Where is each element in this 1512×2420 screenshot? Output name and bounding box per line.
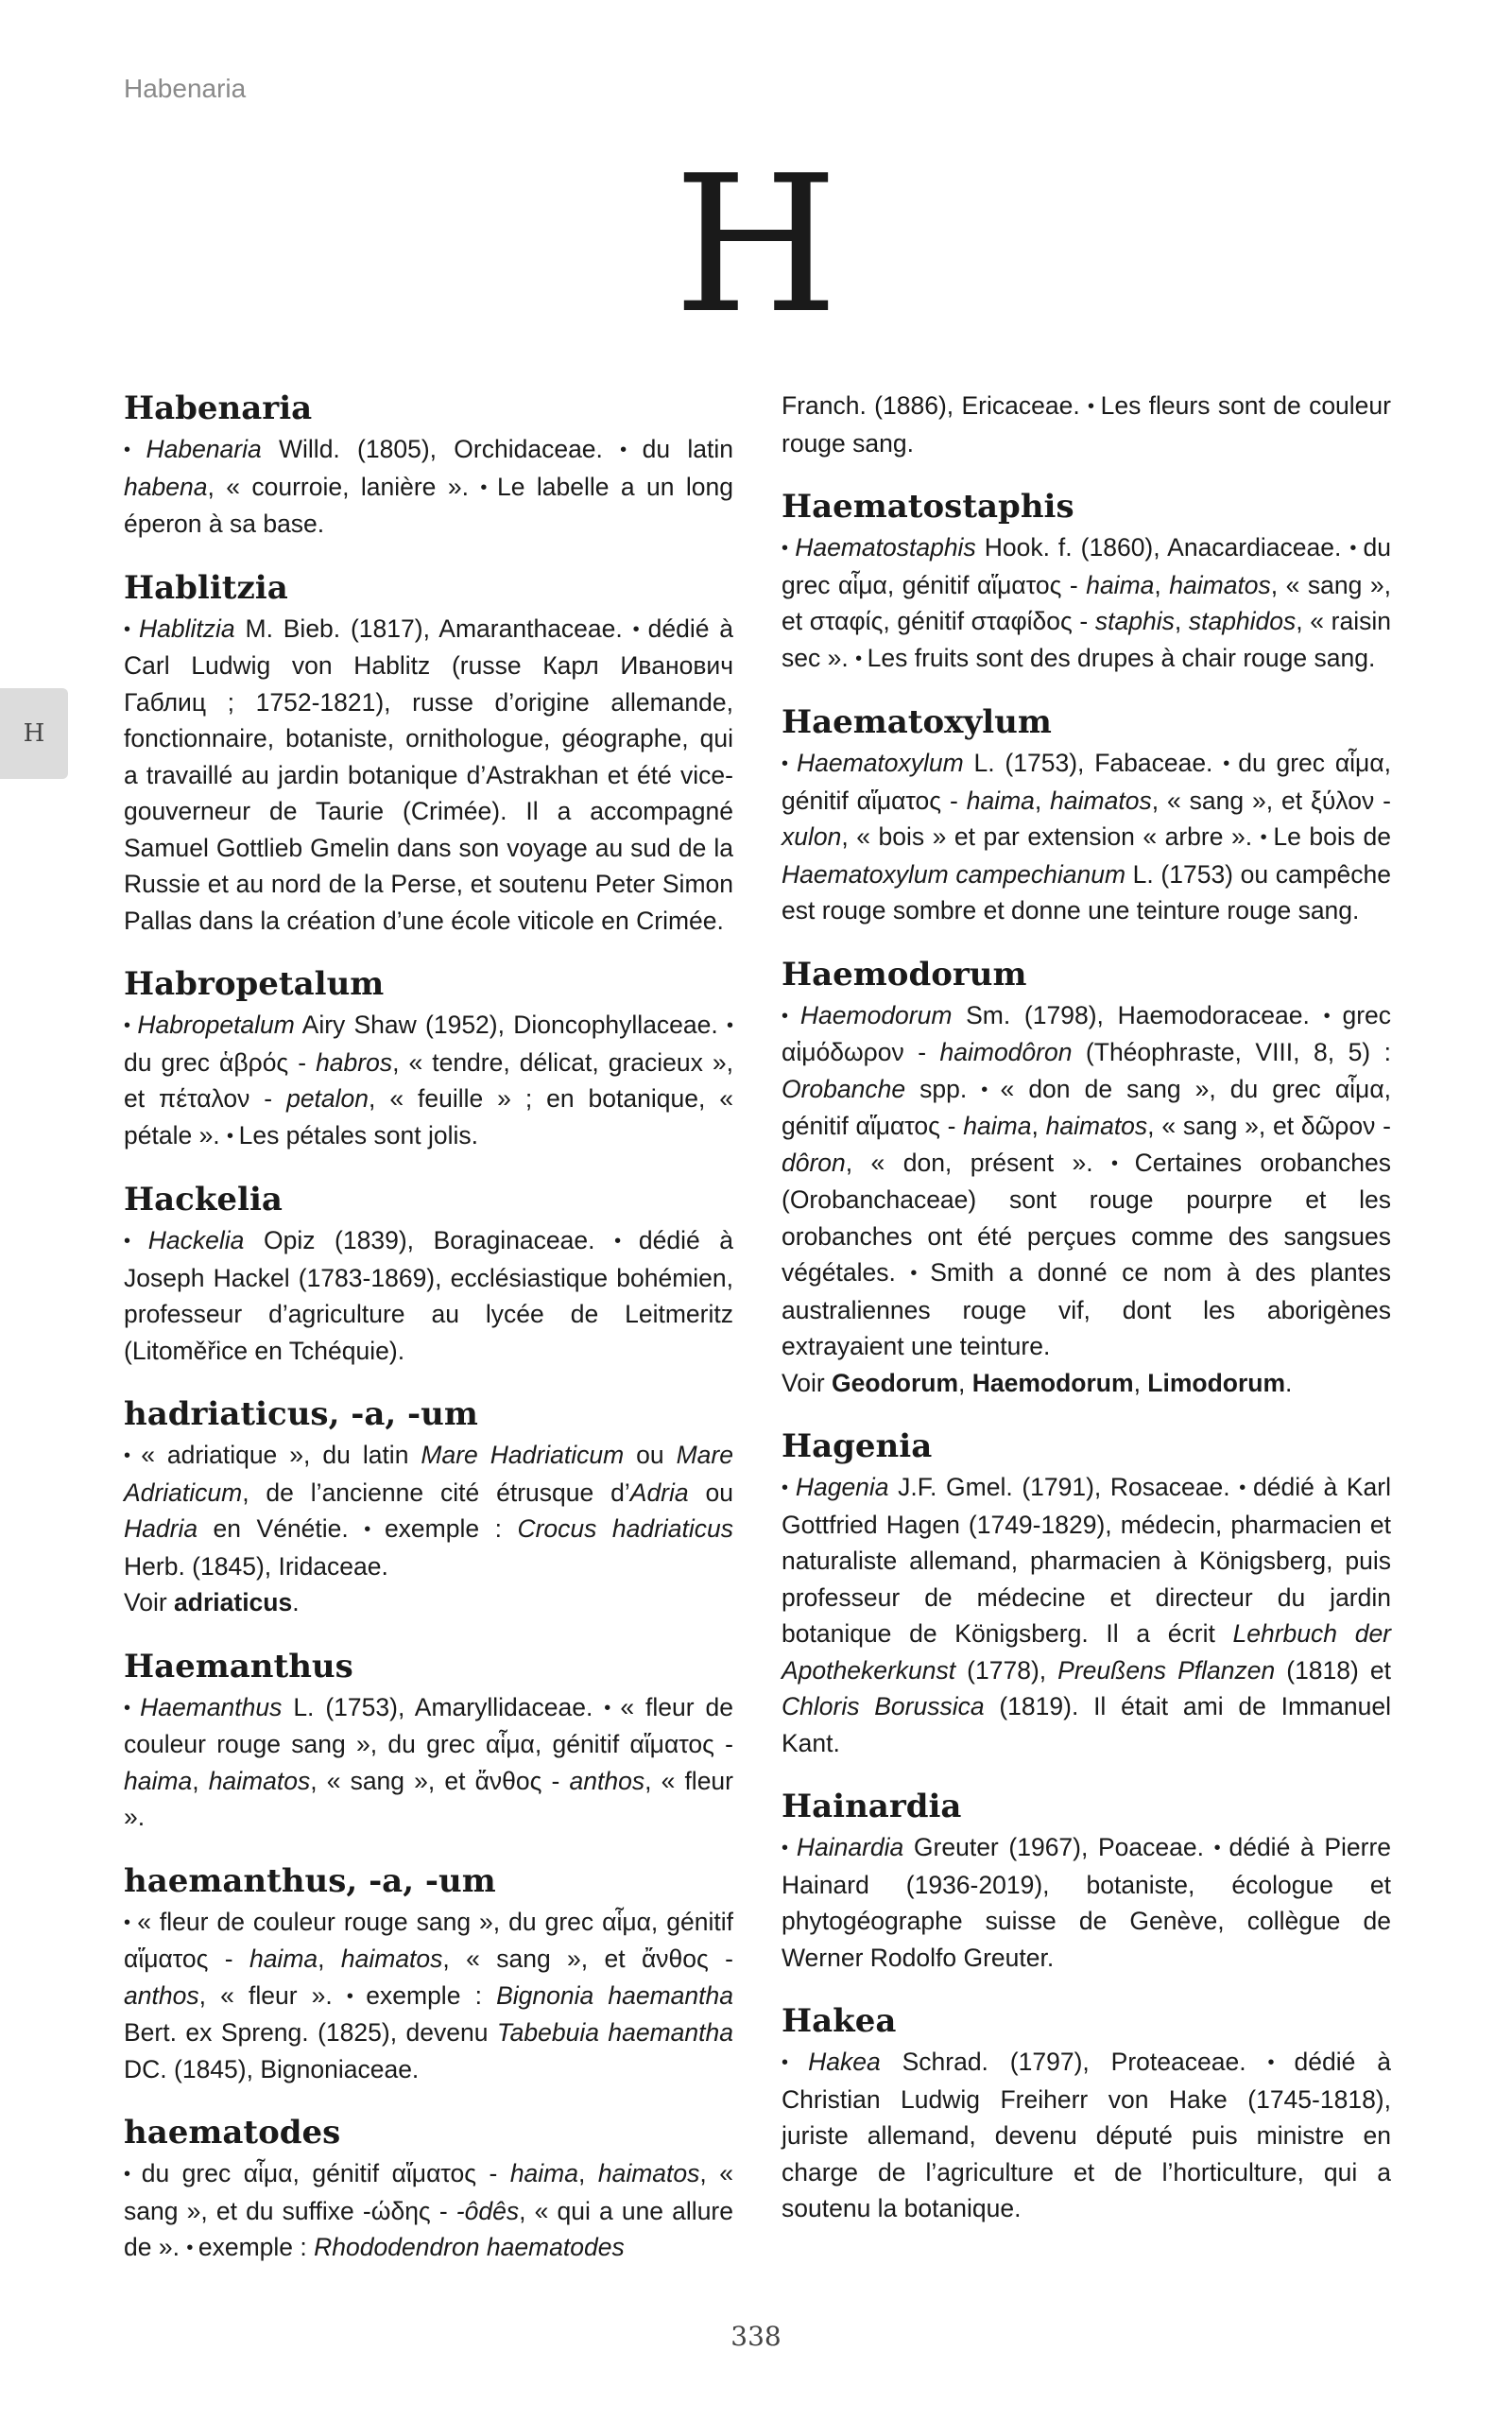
italic-term: haimodôron <box>939 1038 1073 1066</box>
italic-term: Haematostaphis <box>795 533 976 562</box>
entry-headword: Hainardia <box>782 1788 962 1825</box>
dictionary-entry <box>782 486 1391 677</box>
text-run: grec αἱμόδωρον - <box>782 1000 1392 1066</box>
text-run: dédié à Carl Ludwig von Hablitz (russe Карл Иванович Габлиц ; 1752-1821), russe d’origine allemande, fonctionnaire, botaniste, ornithologue, géographe, qui a travaillé au jardin botanique d’Astrakhan et été vice-gouverneur de Taurie (Crimée). Il a accompagné Samuel Gottlieb Gmelin dans son voyage au sud de la Russie et au nord de la Perse, et soutenu Peter Simon Pallas dans la création d’une école viticole en Crimée. <box>124 614 734 935</box>
italic-term: Adria <box>629 1478 689 1507</box>
text-run: , « fleur ». <box>124 1766 733 1831</box>
italic-term: haima <box>124 1766 193 1795</box>
text-run: Franch. (1886), Ericaceae. <box>782 391 1089 420</box>
text-run: spp. <box>905 1074 982 1103</box>
dictionary-entry <box>782 701 1391 929</box>
thumb-index-tab: H <box>0 688 68 779</box>
italic-term: xulon <box>782 822 842 851</box>
dictionary-entry <box>124 1860 733 2088</box>
bullet-marker: • <box>1260 827 1274 848</box>
bullet-marker: • <box>782 753 797 774</box>
dictionary-entry <box>782 2000 1391 2227</box>
italic-term: staphis <box>1094 607 1175 635</box>
entry-text <box>124 1904 733 2088</box>
text-run: , « raisin sec ». <box>782 607 1391 672</box>
section-letter <box>0 135 1512 355</box>
italic-term: Hakea <box>808 2048 881 2076</box>
italic-term: haima <box>509 2159 578 2187</box>
entry-headword: Hackelia <box>124 1181 283 1219</box>
entry-text <box>782 745 1391 929</box>
dictionary-entry <box>124 567 733 940</box>
entry-headword: Hablitzia <box>124 568 288 607</box>
entry-text <box>124 1007 733 1154</box>
italic-term: Hadria <box>124 1514 198 1543</box>
bullet-marker: • <box>632 618 648 640</box>
bullet-marker: • <box>346 1985 367 2007</box>
text-run: Greuter (1967), Poaceae. <box>903 1833 1214 1861</box>
italic-term: Hainardia <box>796 1833 904 1861</box>
italic-term: Hackelia <box>147 1226 245 1254</box>
text-run: DC. (1845), Bignoniaceae. <box>124 2054 420 2083</box>
italic-term: Haemodorum <box>799 1000 953 1029</box>
italic-term: Tabebuia haemantha <box>496 2018 733 2047</box>
bullet-marker: • <box>124 1445 142 1466</box>
text-run: J.F. Gmel. (1791), Rosaceae. <box>888 1473 1240 1501</box>
bullet-marker: • <box>1223 753 1239 774</box>
text-run: Hook. f. (1860), Anacardiaceae. <box>975 533 1350 562</box>
italic-term: petalon <box>286 1084 369 1113</box>
entry-text <box>124 2155 733 2267</box>
entry-headword: haemanthus, -a, -um <box>124 1861 496 1900</box>
entry-headword: Haemanthus <box>124 1647 353 1685</box>
text-run: , « fleur ». <box>198 1980 347 2010</box>
text-run: , de l’ancienne cité étrusque d’ <box>242 1478 630 1507</box>
bullet-marker: • <box>124 1231 148 1252</box>
text-run: , « bois » et par extension « arbre ». <box>841 822 1261 851</box>
text-run: , <box>958 1368 972 1397</box>
dictionary-entry <box>124 2112 733 2267</box>
bullet-marker: • <box>1267 2052 1295 2073</box>
italic-term: habena <box>124 472 208 501</box>
dictionary-entry <box>782 1786 1391 1976</box>
text-run: ou <box>624 1441 677 1469</box>
cross-reference: Limodorum <box>1147 1368 1286 1397</box>
text-run: , « sang », et ξύλον - <box>1151 786 1391 815</box>
italic-term: Mare Hadriaticum <box>421 1441 625 1469</box>
text-run: , « sang », et du suffixe -ώδης - <box>124 2159 733 2225</box>
italic-term: dôron <box>782 1148 846 1177</box>
cross-reference: adriaticus <box>174 1588 293 1616</box>
bullet-marker: • <box>981 1079 1001 1100</box>
left-column <box>124 388 733 2291</box>
italic-term: Chloris Borussica <box>782 1692 985 1720</box>
text-run: Les pétales sont jolis. <box>238 1120 478 1150</box>
text-run: , « qui a une allure de ». <box>124 2196 733 2261</box>
italic-term: Haematoxylum campechianum <box>782 859 1126 889</box>
bullet-marker: • <box>124 2164 142 2185</box>
text-run: , <box>192 1766 209 1795</box>
text-run: Bert. ex Spreng. (1825), devenu <box>124 2018 497 2047</box>
italic-term: haima <box>249 1945 318 1973</box>
italic-term: haima <box>966 786 1035 815</box>
bullet-marker: • <box>186 2238 198 2258</box>
italic-term: haimatos <box>1045 1112 1148 1140</box>
bullet-marker: • <box>604 1697 621 1719</box>
text-run: « don de sang », du grec αἷμα, génitif αἵματος - <box>782 1074 1391 1140</box>
italic-term: Hablitzia <box>139 614 235 643</box>
text-run: « adriatique », du latin <box>141 1441 421 1469</box>
text-run: , <box>1154 570 1170 599</box>
italic-term: habros <box>316 1047 393 1077</box>
text-run: dédié à Joseph Hackel (1783-1869), ecclésiastique bohémien, professeur d’agriculture au lycée de Leitmeritz (Litoměřice en Tchéquie). <box>124 1226 734 1365</box>
bullet-marker: • <box>782 1478 796 1498</box>
page-number: 338 <box>730 2321 782 2352</box>
bullet-marker: • <box>782 1838 797 1858</box>
cross-reference: Haemodorum <box>971 1368 1134 1397</box>
text-run: (1819). Il était ami de Immanuel Kant. <box>782 1692 1391 1757</box>
text-run: du latin <box>642 435 733 463</box>
italic-term: Haematoxylum <box>797 749 964 777</box>
bullet-marker: • <box>1323 1005 1343 1027</box>
italic-term: haimatos <box>1169 570 1271 599</box>
text-run: , « tendre, délicat, gracieux », et πέταλον - <box>124 1047 733 1113</box>
dictionary-entry <box>124 1393 733 1621</box>
bullet-marker: • <box>782 2052 809 2073</box>
text-run: Sm. (1798), Haemodoraceae. <box>952 1000 1324 1029</box>
italic-term: haimatos <box>1050 786 1152 815</box>
text-run: , <box>1133 1368 1148 1397</box>
italic-term: anthos <box>124 1980 199 2010</box>
text-run: , <box>1174 607 1189 635</box>
dictionary-entry <box>124 1179 733 1369</box>
entry-text <box>782 1469 1391 1761</box>
entry-headword: Hakea <box>782 2002 897 2040</box>
italic-term: Lehrbuch der Apothekerkunst <box>782 1619 1392 1685</box>
text-run: , « sang », et σταφίς, génitif σταφίδος - <box>782 570 1391 635</box>
text-run: (1818) et <box>1275 1655 1391 1685</box>
text-run: exemple : <box>384 1514 518 1543</box>
entry-text <box>124 1437 733 1621</box>
text-run: L. (1753), Amaryllidaceae. <box>282 1692 605 1721</box>
entry-headword: Habropetalum <box>124 965 385 1003</box>
text-run: , <box>578 2159 598 2187</box>
bullet-marker: • <box>227 1125 239 1147</box>
bullet-marker: • <box>124 618 140 640</box>
text-run: en Vénétie. <box>198 1514 365 1543</box>
italic-term: haima <box>1086 570 1155 599</box>
text-run: « fleur de couleur rouge sang », du grec αἷμα, génitif αἵματος - <box>124 1907 733 1973</box>
text-run: , « sang », et δῶρον - <box>1147 1112 1391 1140</box>
entry-text <box>782 1829 1391 1976</box>
text-run: du grec αἷμα, génitif αἵματος - <box>782 749 1391 815</box>
bullet-marker: • <box>1349 538 1364 559</box>
italic-term: haimatos <box>597 2159 700 2187</box>
entry-text <box>124 431 733 543</box>
entry-text <box>124 1689 733 1836</box>
bullet-marker: • <box>782 538 796 559</box>
text-run: Schrad. (1797), Proteaceae. <box>880 2048 1268 2076</box>
italic-term: -ôdês <box>455 2196 520 2225</box>
italic-term: Orobanche <box>782 1074 906 1103</box>
bullet-marker: • <box>620 440 643 460</box>
text-run: Le labelle a un long éperon à sa base. <box>124 472 733 538</box>
dictionary-entry <box>782 954 1391 1402</box>
text-run: « fleur de couleur rouge sang », du grec αἷμα, génitif αἵματος - <box>124 1692 733 1758</box>
italic-term: Rhododendron haematodes <box>314 2233 625 2261</box>
entry-text <box>124 611 733 940</box>
text-run: Les fleurs sont de couleur rouge sang. <box>782 391 1391 458</box>
bullet-marker: • <box>364 1519 385 1540</box>
text-run: exemple : <box>198 2233 315 2261</box>
text-run: , « courroie, lanière ». <box>207 472 481 501</box>
entry-text <box>782 2044 1391 2227</box>
italic-term: Mare Adriaticum <box>124 1441 733 1507</box>
text-run: Certaines orobanches (Orobanchaceae) sont rouge pourpre et les orobanches ont été perçues comme des sangsues végétales. <box>782 1148 1391 1287</box>
dictionary-entry <box>124 1646 733 1836</box>
bullet-marker: • <box>124 440 146 460</box>
italic-term: haimatos <box>340 1945 443 1973</box>
text-run: , « sang », et ἄνθος - <box>442 1945 733 1973</box>
text-run: Le bois de <box>1273 822 1391 851</box>
text-run: du grec ἁβρός - <box>124 1047 317 1077</box>
entry-headword: hadriaticus, -a, -um <box>124 1395 478 1433</box>
italic-term: Hagenia <box>795 1473 889 1501</box>
italic-term: haima <box>963 1112 1032 1140</box>
dictionary-entry <box>124 963 733 1154</box>
entry-headword: Hagenia <box>782 1427 933 1465</box>
text-run: Opiz (1839), Boraginaceae. <box>244 1226 615 1254</box>
entry-headword: Habenaria <box>124 389 313 427</box>
italic-term: Bignonia haemantha <box>496 1980 733 2010</box>
text-run: (Théophraste, VIII, 8, 5) : <box>1072 1038 1391 1066</box>
text-run: L. (1753) ou campêche est rouge sombre et donne une teinture rouge sang. <box>782 859 1391 925</box>
text-run: , « feuille » ; en botanique, « pétale ». <box>124 1084 733 1150</box>
italic-term: staphidos <box>1188 607 1297 635</box>
text-run: Voir <box>124 1588 175 1616</box>
right-column <box>782 388 1391 2252</box>
running-head: Habenaria <box>124 74 247 103</box>
text-run: L. (1753), Fabaceae. <box>963 749 1224 777</box>
text-run: Les fruits sont des drupes à chair rouge sang. <box>867 643 1376 672</box>
italic-term: anthos <box>569 1766 645 1795</box>
text-run: exemple : <box>366 1980 497 2010</box>
text-run: . <box>292 1588 300 1616</box>
text-run: du grec αἷμα, génitif αἵματος - <box>782 533 1392 599</box>
text-run: Voir <box>782 1368 833 1397</box>
continued-entry-text <box>782 388 1391 461</box>
bullet-marker: • <box>726 1015 733 1036</box>
italic-term: Crocus hadriaticus <box>517 1514 734 1543</box>
section-letter-glyph: H <box>673 135 839 355</box>
dictionary-entry <box>124 388 733 543</box>
text-run: , <box>1034 786 1051 815</box>
text-run: Airy Shaw (1952), Dioncophyllaceae. <box>294 1011 727 1039</box>
text-run: ou <box>688 1478 733 1507</box>
italic-term: Habenaria <box>146 435 262 463</box>
entry-headword: Haematostaphis <box>782 488 1074 526</box>
text-run: . <box>1285 1368 1293 1397</box>
text-run: dédié à Christian Ludwig Freiherr von Hake (1745-1818), juriste allemand, devenu député puis ministre en charge de l’agriculture et de l’horticulture, qui a soutenu la botanique. <box>782 2048 1391 2222</box>
text-run: dédié à Karl Gottfried Hagen (1749-1829), médecin, pharmacien et naturaliste allemand, pharmacien à Königsberg, puis professeur de médecine et directeur du jardin botanique de Königsberg. Il a écrit <box>782 1473 1391 1648</box>
text-run: dédié à Pierre Hainard (1936-2019), botaniste, écologue et phytogéographe suisse de Genève, collègue de Werner Rodolfo Greuter. <box>782 1833 1392 1972</box>
italic-term: Preußens Pflanzen <box>1057 1655 1276 1685</box>
bullet-marker: • <box>855 648 868 669</box>
cross-reference: Geodorum <box>832 1368 959 1397</box>
text-run: Willd. (1805), Orchidaceae. <box>261 435 621 463</box>
entry-headword: haematodes <box>124 2114 341 2152</box>
text-run: M. Bieb. (1817), Amaranthaceae. <box>234 614 633 643</box>
text-run: , « sang », et ἄνθος - <box>310 1766 570 1795</box>
text-run: Smith a donné ce nom à des plantes australiennes rouge vif, dont les aborigènes extrayaient une teinture. <box>782 1258 1391 1360</box>
entry-text <box>782 529 1391 677</box>
bullet-marker: • <box>480 476 497 498</box>
italic-term: Habropetalum <box>137 1011 295 1039</box>
bullet-marker: • <box>782 1005 800 1027</box>
bullet-marker: • <box>1239 1478 1254 1498</box>
bullet-marker: • <box>124 1697 141 1719</box>
dictionary-entry <box>782 1426 1391 1761</box>
bullet-marker: • <box>614 1231 639 1252</box>
bullet-marker: • <box>124 1015 138 1036</box>
bullet-marker: • <box>1111 1152 1135 1174</box>
italic-term: haimatos <box>208 1766 311 1795</box>
entry-text <box>782 997 1391 1402</box>
text-run: , « don, présent ». <box>845 1148 1112 1177</box>
text-run: du grec αἷμα, génitif αἵματος - <box>141 2159 510 2187</box>
bullet-marker: • <box>1088 396 1101 417</box>
entry-text <box>124 1222 733 1369</box>
italic-term: Haemanthus <box>140 1692 283 1721</box>
bullet-marker: • <box>124 1911 138 1933</box>
text-run: Herb. (1845), Iridaceae. <box>124 1551 388 1581</box>
text-run: , <box>1031 1112 1046 1140</box>
entry-headword: Haemodorum <box>782 955 1027 994</box>
bullet-marker: • <box>1213 1838 1229 1858</box>
entry-headword: Haematoxylum <box>782 703 1052 741</box>
bullet-marker: • <box>910 1263 931 1284</box>
text-run: (1778), <box>955 1655 1058 1685</box>
text-run: , <box>318 1945 341 1973</box>
